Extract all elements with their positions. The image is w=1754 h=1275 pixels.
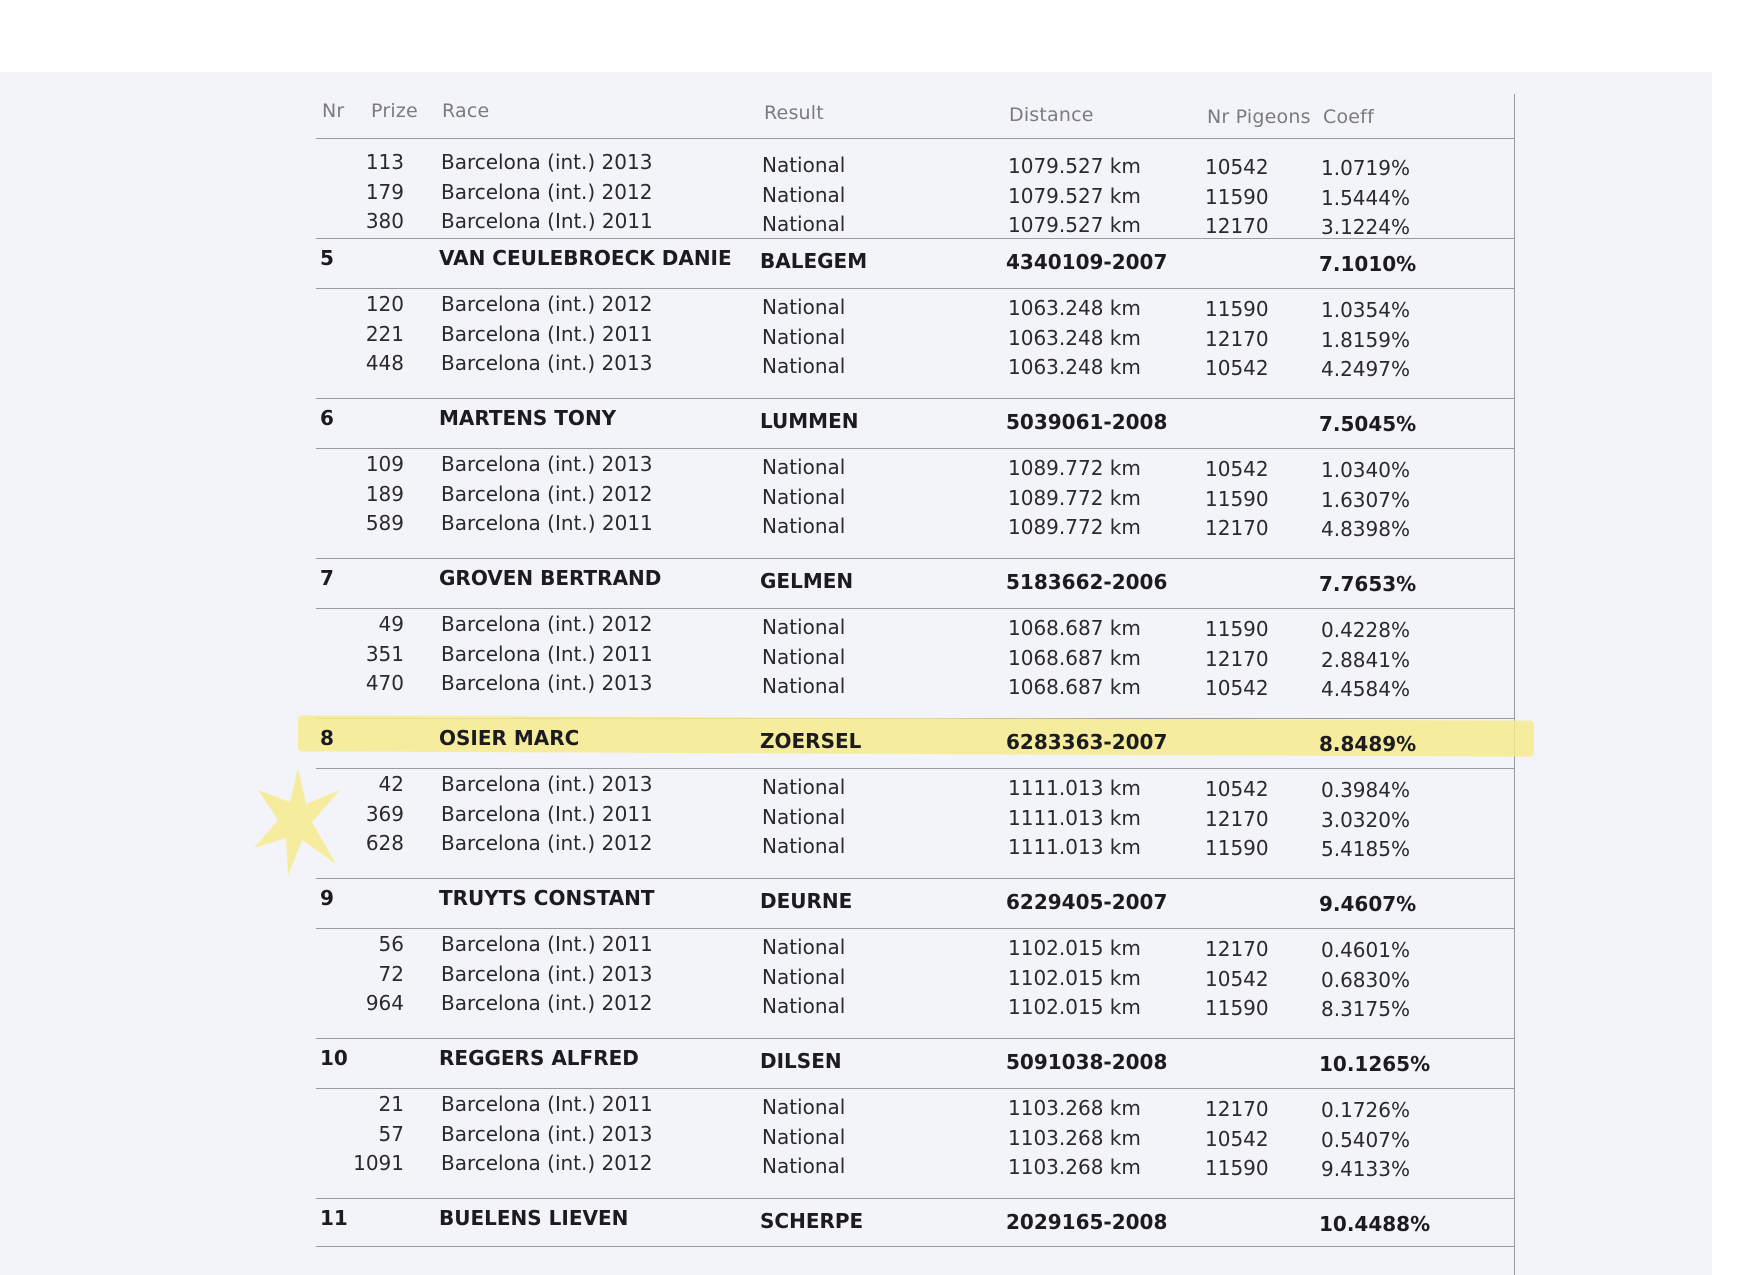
header-prize: Prize <box>371 100 418 122</box>
group-rule <box>316 238 1514 239</box>
result-cell: National <box>762 994 846 1018</box>
result-cell: National <box>762 674 846 698</box>
entry-ring: 6283363-2007 <box>1006 730 1168 754</box>
header-rule <box>316 138 1514 139</box>
pigeons-cell: 12170 <box>1205 937 1269 961</box>
entry-name: GROVEN BERTRAND <box>439 566 662 590</box>
prize-cell: 49 <box>378 612 404 636</box>
entry-ring: 2029165-2008 <box>1006 1210 1168 1234</box>
header-coeff: Coeff <box>1323 106 1374 128</box>
result-cell: National <box>762 935 846 959</box>
prize-cell: 120 <box>365 292 404 316</box>
group-rule <box>316 878 1514 879</box>
group-rule <box>316 398 1514 399</box>
entry-location: DEURNE <box>760 889 853 913</box>
coeff-cell: 2.8841% <box>1321 647 1410 672</box>
result-cell: National <box>762 153 846 177</box>
coeff-cell: 0.4601% <box>1321 938 1410 962</box>
entry-coeff: 9.4607% <box>1319 892 1417 916</box>
race-cell: Barcelona (int.) 2013 <box>441 452 653 476</box>
entry-location: GELMEN <box>760 569 854 593</box>
entry-coeff: 8.8489% <box>1319 732 1417 756</box>
entry-name: TRUYTS CONSTANT <box>439 886 655 910</box>
entry-nr: 6 <box>320 406 334 430</box>
entry-nr: 5 <box>320 246 334 270</box>
coeff-cell: 1.8159% <box>1321 327 1410 352</box>
coeff-cell: 0.6830% <box>1321 967 1410 992</box>
pigeons-cell: 11590 <box>1205 836 1269 860</box>
pigeons-cell: 11590 <box>1205 996 1269 1020</box>
prize-cell: 589 <box>365 511 404 535</box>
race-cell: Barcelona (int.) 2012 <box>441 991 653 1015</box>
coeff-cell: 4.4584% <box>1321 677 1410 701</box>
pigeons-cell: 11590 <box>1205 297 1269 321</box>
entry-nr: 7 <box>320 566 334 590</box>
race-cell: Barcelona (int.) 2013 <box>441 961 653 986</box>
coeff-cell: 4.8398% <box>1321 517 1410 541</box>
pigeons-cell: 10542 <box>1205 777 1269 801</box>
race-cell: Barcelona (int.) 2013 <box>441 351 653 375</box>
prize-cell: 189 <box>365 481 404 506</box>
entry-nr: 8 <box>320 726 334 750</box>
coeff-cell: 0.4228% <box>1321 618 1410 642</box>
race-cell: Barcelona (int.) 2012 <box>441 481 653 506</box>
entry-name: VAN CEULEBROECK DANIE <box>439 246 732 270</box>
distance-cell: 1079.527 km <box>1008 213 1141 237</box>
results-table <box>316 0 1514 1275</box>
distance-cell: 1089.772 km <box>1008 515 1141 539</box>
entry-nr: 9 <box>320 886 334 910</box>
distance-cell: 1068.687 km <box>1008 675 1141 699</box>
result-cell: National <box>762 834 846 858</box>
distance-cell: 1079.527 km <box>1008 183 1141 208</box>
prize-cell: 380 <box>365 209 404 233</box>
prize-cell: 57 <box>378 1121 404 1146</box>
distance-cell: 1063.248 km <box>1008 325 1141 350</box>
race-cell: Barcelona (int.) 2012 <box>441 292 653 316</box>
entry-ring: 5091038-2008 <box>1006 1050 1168 1074</box>
result-cell: National <box>762 295 846 319</box>
result-cell: National <box>762 644 846 669</box>
distance-cell: 1111.013 km <box>1008 835 1141 859</box>
distance-cell: 1111.013 km <box>1008 776 1141 800</box>
result-cell: National <box>762 484 846 509</box>
group-rule <box>316 288 1514 289</box>
result-cell: National <box>762 775 846 799</box>
entry-coeff: 10.1265% <box>1319 1052 1431 1076</box>
race-cell: Barcelona (int.) 2012 <box>441 612 653 636</box>
entry-ring: 5039061-2008 <box>1006 410 1168 434</box>
coeff-cell: 0.3984% <box>1321 778 1410 802</box>
entry-location: BALEGEM <box>760 249 868 273</box>
race-cell: Barcelona (int.) 2013 <box>441 150 653 174</box>
result-cell: National <box>762 354 846 378</box>
prize-cell: 72 <box>378 961 404 986</box>
coeff-cell: 1.0340% <box>1321 458 1410 482</box>
group-rule <box>316 1038 1514 1039</box>
race-cell: Barcelona (int.) 2012 <box>441 831 653 855</box>
result-cell: National <box>762 1124 846 1149</box>
group-rule <box>316 558 1514 559</box>
race-cell: Barcelona (int.) 2012 <box>441 179 653 204</box>
entry-name: MARTENS TONY <box>439 406 617 430</box>
result-cell: National <box>762 455 846 479</box>
race-cell: Barcelona (Int.) 2011 <box>441 1092 653 1116</box>
group-rule <box>316 1088 1514 1089</box>
race-cell: Barcelona (Int.) 2011 <box>441 321 653 346</box>
coeff-cell: 1.0719% <box>1321 156 1410 180</box>
distance-cell: 1079.527 km <box>1008 154 1141 178</box>
pigeons-cell: 12170 <box>1205 214 1269 238</box>
race-cell: Barcelona (Int.) 2011 <box>441 932 653 956</box>
distance-cell: 1102.015 km <box>1008 995 1141 1019</box>
entry-ring: 4340109-2007 <box>1006 250 1168 274</box>
group-rule <box>316 1198 1514 1199</box>
result-cell: National <box>762 212 846 236</box>
pigeons-cell: 10542 <box>1205 155 1269 179</box>
prize-cell: 628 <box>365 831 404 855</box>
prize-cell: 179 <box>365 179 404 204</box>
entry-coeff: 7.1010% <box>1319 252 1417 276</box>
entry-name: REGGERS ALFRED <box>439 1046 639 1070</box>
race-cell: Barcelona (int.) 2013 <box>441 772 653 796</box>
coeff-cell: 1.0354% <box>1321 298 1410 322</box>
prize-cell: 21 <box>378 1092 404 1116</box>
coeff-cell: 5.4185% <box>1321 837 1410 861</box>
prize-cell: 470 <box>365 671 404 695</box>
group-rule <box>316 448 1514 449</box>
race-cell: Barcelona (int.) 2013 <box>441 671 653 695</box>
page-right-border <box>1514 94 1515 1275</box>
coeff-cell: 1.6307% <box>1321 487 1410 512</box>
prize-cell: 42 <box>378 772 404 796</box>
entry-location: ZOERSEL <box>760 729 862 753</box>
race-cell: Barcelona (Int.) 2011 <box>441 511 653 535</box>
race-cell: Barcelona (int.) 2012 <box>441 1151 653 1175</box>
prize-cell: 221 <box>365 321 404 346</box>
coeff-cell: 8.3175% <box>1321 997 1410 1021</box>
pigeons-cell: 11590 <box>1205 617 1269 641</box>
race-cell: Barcelona (Int.) 2011 <box>441 801 653 826</box>
distance-cell: 1103.268 km <box>1008 1125 1141 1150</box>
result-cell: National <box>762 514 846 538</box>
pigeons-cell: 11590 <box>1205 486 1269 511</box>
entry-ring: 5183662-2006 <box>1006 570 1168 594</box>
entry-coeff: 7.5045% <box>1319 412 1417 436</box>
result-cell: National <box>762 964 846 989</box>
pigeons-cell: 10542 <box>1205 1126 1269 1151</box>
entry-name: BUELENS LIEVEN <box>439 1206 629 1230</box>
prize-cell: 369 <box>365 801 404 826</box>
header-race: Race <box>442 100 490 122</box>
pigeons-cell: 12170 <box>1205 806 1269 831</box>
entry-location: LUMMEN <box>760 409 859 433</box>
result-cell: National <box>762 1095 846 1119</box>
distance-cell: 1102.015 km <box>1008 965 1141 990</box>
result-cell: National <box>762 324 846 349</box>
pigeons-cell: 12170 <box>1205 1097 1269 1121</box>
entry-coeff: 10.4488% <box>1319 1212 1431 1236</box>
distance-cell: 1068.687 km <box>1008 616 1141 640</box>
entry-ring: 6229405-2007 <box>1006 890 1168 914</box>
distance-cell: 1102.015 km <box>1008 936 1141 960</box>
race-cell: Barcelona (Int.) 2011 <box>441 641 653 666</box>
pigeons-cell: 12170 <box>1205 646 1269 671</box>
group-rule <box>316 928 1514 929</box>
entry-location: SCHERPE <box>760 1209 864 1233</box>
bottom-rule <box>316 1246 1514 1247</box>
entry-nr: 11 <box>320 1206 348 1230</box>
result-cell: National <box>762 804 846 829</box>
race-cell: Barcelona (int.) 2013 <box>441 1121 653 1146</box>
header-result: Result <box>764 102 824 124</box>
prize-cell: 1091 <box>353 1151 404 1175</box>
distance-cell: 1068.687 km <box>1008 645 1141 670</box>
prize-cell: 56 <box>378 932 404 956</box>
prize-cell: 964 <box>365 991 404 1015</box>
coeff-cell: 9.4133% <box>1321 1157 1410 1181</box>
group-rule <box>316 608 1514 609</box>
coeff-cell: 1.5444% <box>1321 185 1410 210</box>
coeff-cell: 0.5407% <box>1321 1127 1410 1152</box>
prize-cell: 351 <box>365 641 404 666</box>
entry-location: DILSEN <box>760 1049 842 1073</box>
distance-cell: 1103.268 km <box>1008 1096 1141 1120</box>
prize-cell: 113 <box>365 150 404 174</box>
header-distance: Distance <box>1009 104 1094 126</box>
race-cell: Barcelona (Int.) 2011 <box>441 209 653 233</box>
pigeons-cell: 12170 <box>1205 516 1269 540</box>
distance-cell: 1111.013 km <box>1008 805 1141 830</box>
pigeons-cell: 10542 <box>1205 356 1269 380</box>
prize-cell: 109 <box>365 452 404 476</box>
pigeons-cell: 11590 <box>1205 184 1269 209</box>
distance-cell: 1089.772 km <box>1008 456 1141 480</box>
distance-cell: 1063.248 km <box>1008 355 1141 379</box>
pigeons-cell: 10542 <box>1205 966 1269 991</box>
pigeons-cell: 10542 <box>1205 457 1269 481</box>
pigeons-cell: 10542 <box>1205 676 1269 700</box>
entry-name: OSIER MARC <box>439 726 580 750</box>
distance-cell: 1103.268 km <box>1008 1155 1141 1179</box>
result-cell: National <box>762 615 846 639</box>
result-cell: National <box>762 182 846 207</box>
result-cell: National <box>762 1154 846 1178</box>
pigeons-cell: 11590 <box>1205 1156 1269 1180</box>
group-rule <box>316 768 1514 769</box>
prize-cell: 448 <box>365 351 404 375</box>
coeff-cell: 4.2497% <box>1321 357 1410 381</box>
coeff-cell: 0.1726% <box>1321 1098 1410 1122</box>
entry-nr: 10 <box>320 1046 348 1070</box>
distance-cell: 1063.248 km <box>1008 296 1141 320</box>
distance-cell: 1089.772 km <box>1008 485 1141 510</box>
entry-coeff: 7.7653% <box>1319 572 1417 596</box>
coeff-cell: 3.0320% <box>1321 807 1410 832</box>
pigeons-cell: 12170 <box>1205 326 1269 351</box>
header-nr: Nr <box>322 100 345 122</box>
header-pigeons: Nr Pigeons <box>1207 106 1311 128</box>
coeff-cell: 3.1224% <box>1321 215 1410 239</box>
